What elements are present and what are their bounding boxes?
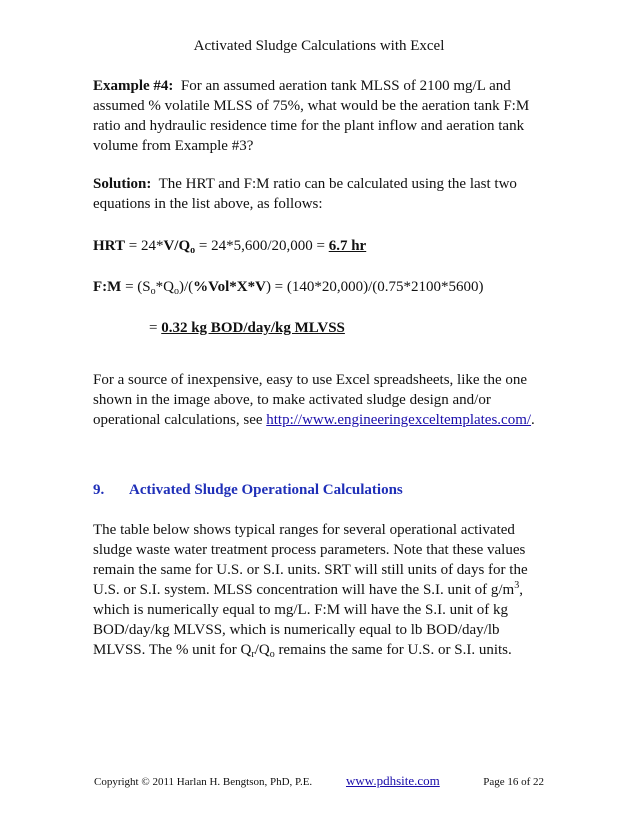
footer-copyright: Copyright © 2011 Harlan H. Bengtson, PhD, P.E. xyxy=(94,776,313,788)
fm-result-line xyxy=(93,318,555,338)
source-text: For a source of inexpensive, easy to use Excel spreadsheets, like the one shown in the image above, to make activated sludge design and/or operational calculations, see xyxy=(93,372,528,428)
fm-label: F:M xyxy=(93,279,122,295)
table-text-2: , which is numerically equal to mg/L. F:M will have the S.I. unit of kg BOD/day/kg MLVSS, which is numerically equal to lb BOD/day/lb MLVSS. The % unit for Q xyxy=(93,582,523,658)
fm-eq-part-b: *Q xyxy=(155,279,174,295)
table-text-4: remains the same for U.S. or S.I. units. xyxy=(274,642,512,658)
source-end: . xyxy=(531,412,535,428)
table-intro-paragraph xyxy=(93,520,555,660)
example-4-label: Example #4: xyxy=(93,78,174,94)
solution-label: Solution: xyxy=(93,176,152,192)
fm-equation xyxy=(93,277,555,297)
fm-sub-o-2: o xyxy=(173,286,179,297)
fm-eq-part-d: %Vol*X*V xyxy=(193,279,266,295)
page-content xyxy=(93,76,555,660)
solution-paragraph xyxy=(93,174,555,214)
page-header: Activated Sludge Calculations with Excel xyxy=(193,38,445,54)
table-text-3: /Q xyxy=(254,642,270,658)
source-paragraph xyxy=(93,370,555,430)
fm-result-prefix: = xyxy=(149,320,162,336)
section-9-heading xyxy=(93,480,555,500)
hrt-equation xyxy=(93,236,555,256)
fm-eq-part-c: )/( xyxy=(178,279,194,295)
hrt-eq-values: = 24*5,600/20,000 = xyxy=(195,238,329,254)
fm-eq-part-e: ) = (140*20,000)/(0.75*2100*5600) xyxy=(265,279,484,295)
footer-page-number: Page 16 of 22 xyxy=(483,776,544,788)
solution-text: The HRT and F:M ratio can be calculated using the last two equations in the list above, as follows: xyxy=(93,176,517,212)
example-4-text: For an assumed aeration tank MLSS of 2100 mg/L and assumed % volatile MLSS of 75%, what would be the aeration tank F:M ratio and hydraulic residence time for the plant inflow and aeration tank volume from Example #3? xyxy=(93,78,530,154)
hrt-vq-text: V/Q xyxy=(163,238,191,254)
footer-site-link[interactable]: www.pdhsite.com xyxy=(346,773,440,788)
page-footer xyxy=(94,774,544,790)
section-9-title: Activated Sludge Operational Calculations xyxy=(129,482,403,498)
table-text-1: The table below shows typical ranges for several operational activated sludge waste water treatment process parameters. Note that these values remain the same for U.S. or S.I. units. SRT will still units of days for the U.S. or S.I. system. MLSS concentration will have the S.I. unit of g/m xyxy=(93,522,528,598)
hrt-result: 6.7 hr xyxy=(328,238,367,254)
superscript-3: 3 xyxy=(514,580,520,591)
section-9-number: 9. xyxy=(93,482,105,498)
example-4-paragraph xyxy=(93,76,555,156)
hrt-sub-o: o xyxy=(190,245,196,256)
fm-sub-o-1: o xyxy=(150,286,156,297)
sub-o: o xyxy=(269,649,275,660)
sub-r: r xyxy=(251,649,255,660)
fm-eq-part-a: = (S xyxy=(121,279,151,295)
fm-result-value: 0.32 kg BOD/day/kg MLVSS xyxy=(161,320,345,336)
excel-templates-link[interactable]: http://www.engineeringexceltemplates.com/ xyxy=(266,412,532,428)
hrt-label: HRT xyxy=(93,238,125,254)
hrt-eq-part: = 24* xyxy=(124,238,164,254)
hrt-vq xyxy=(163,238,195,254)
